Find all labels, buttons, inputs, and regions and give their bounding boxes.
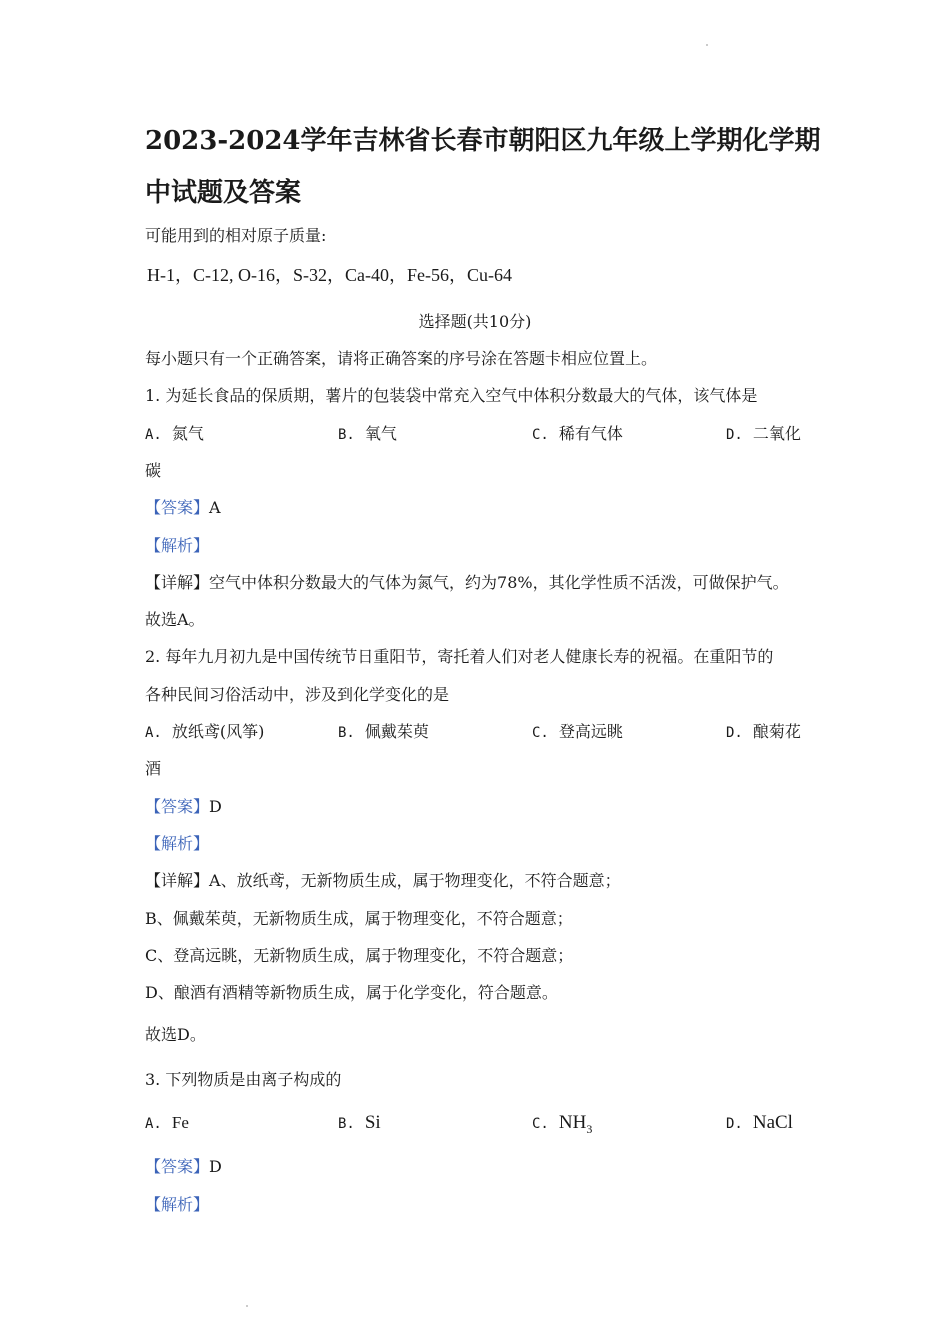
option-label: C. bbox=[532, 1116, 549, 1132]
option-text: 佩戴茱萸 bbox=[364, 722, 429, 741]
answer-tag: 【答案】 bbox=[145, 498, 210, 517]
option-label: B. bbox=[338, 725, 355, 741]
detail-tag: 【详解】 bbox=[145, 871, 210, 890]
q1-conclusion: 故选A。 bbox=[145, 610, 205, 629]
option-label: B. bbox=[338, 427, 355, 443]
option-text: 稀有气体 bbox=[558, 424, 623, 443]
q1-option-wrap: 碳 bbox=[145, 461, 162, 480]
q1-analysis bbox=[145, 536, 209, 556]
option-text: 放纸鸢(风筝) bbox=[171, 722, 265, 741]
option-label: D. bbox=[726, 725, 743, 741]
section-title: 选择题(共10分) bbox=[418, 312, 532, 331]
option-text: 酿菊花 bbox=[752, 722, 801, 741]
detail-text: A、放纸鸢，无新物质生成，属于物理变化，不符合题意； bbox=[209, 871, 621, 890]
q1-option-d bbox=[726, 424, 801, 445]
q2-stem-line1: 2. 每年九月初九是中国传统节日重阳节，寄托着人们对老人健康长寿的祝福。在重阳节的 bbox=[145, 647, 774, 666]
analysis-tag: 【解析】 bbox=[145, 834, 210, 853]
q1-answer bbox=[145, 498, 221, 518]
q2-option-b bbox=[338, 722, 429, 743]
q2-conclusion: 故选D。 bbox=[145, 1025, 206, 1044]
option-label: A. bbox=[145, 427, 162, 443]
analysis-tag: 【解析】 bbox=[145, 1195, 210, 1214]
q2-option-a bbox=[145, 722, 264, 743]
option-label: C. bbox=[532, 427, 549, 443]
detail-tag: 【详解】 bbox=[145, 573, 210, 592]
q2-detail-line: B、佩戴茱萸，无新物质生成，属于物理变化，不符合题意； bbox=[145, 909, 573, 928]
option-text: 氧气 bbox=[364, 424, 397, 443]
option-text: NaCl bbox=[752, 1112, 793, 1133]
page-title: 2023-2024学年吉林省长春市朝阳区九年级上学期化学期中试题及答案 bbox=[145, 126, 821, 208]
q1-option-a bbox=[145, 424, 204, 445]
atomic-mass-intro: 可能用到的相对原子质量: bbox=[145, 226, 327, 245]
option-text: Fe bbox=[171, 1113, 189, 1132]
option-label: D. bbox=[726, 1116, 743, 1132]
option-label: D. bbox=[726, 427, 743, 443]
q2-detail-line: C、登高远眺，无新物质生成，属于物理变化，不符合题意； bbox=[145, 946, 574, 965]
formula-base: NH bbox=[558, 1112, 587, 1133]
analysis-tag: 【解析】 bbox=[145, 536, 210, 555]
q2-answer bbox=[145, 797, 222, 817]
q2-detail-line: D、酿酒有酒精等新物质生成，属于化学变化，符合题意。 bbox=[145, 983, 558, 1002]
formula-subscript: 3 bbox=[586, 1121, 593, 1136]
atomic-masses: H-1，C-12, O-16，S-32，Ca-40，Fe-56，Cu-64 bbox=[147, 265, 512, 285]
q3-option-c bbox=[532, 1113, 592, 1139]
q1-stem: 1. 为延长食品的保质期，薯片的包装袋中常充入空气中体积分数最大的气体，该气体是 bbox=[145, 386, 758, 405]
answer-tag: 【答案】 bbox=[145, 797, 210, 816]
scan-dot bbox=[246, 1305, 248, 1307]
option-text: Si bbox=[364, 1112, 381, 1133]
option-text: 登高远眺 bbox=[558, 722, 623, 741]
q2-detail bbox=[145, 871, 621, 891]
q2-stem-line2: 各种民间习俗活动中，涉及到化学变化的是 bbox=[145, 685, 450, 704]
q1-detail bbox=[145, 573, 789, 593]
q1-option-c bbox=[532, 424, 623, 445]
instruction-text: 每小题只有一个正确答案，请将正确答案的序号涂在答题卡相应位置上。 bbox=[145, 349, 658, 368]
option-text: 二氧化 bbox=[752, 424, 801, 443]
answer-value: A bbox=[209, 498, 221, 517]
q3-option-d bbox=[726, 1113, 793, 1134]
option-text: 氮气 bbox=[171, 424, 204, 443]
q3-stem: 3. 下列物质是由离子构成的 bbox=[145, 1070, 342, 1089]
q2-option-c bbox=[532, 722, 623, 743]
answer-tag: 【答案】 bbox=[145, 1157, 210, 1176]
q3-option-a bbox=[145, 1113, 189, 1134]
answer-value: D bbox=[209, 1157, 222, 1176]
q2-option-wrap: 酒 bbox=[145, 759, 162, 778]
scan-dot bbox=[706, 44, 708, 46]
q3-analysis bbox=[145, 1195, 209, 1215]
option-label: A. bbox=[145, 1116, 162, 1132]
option-text bbox=[558, 1112, 593, 1136]
answer-value: D bbox=[209, 797, 222, 816]
option-label: C. bbox=[532, 725, 549, 741]
option-label: B. bbox=[338, 1116, 355, 1132]
option-label: A. bbox=[145, 725, 162, 741]
q2-option-d bbox=[726, 722, 801, 743]
q2-analysis bbox=[145, 834, 209, 854]
detail-text: 空气中体积分数最大的气体为氮气，约为78%，其化学性质不活泼，可做保护气。 bbox=[209, 573, 789, 592]
q3-answer bbox=[145, 1157, 222, 1177]
q1-option-b bbox=[338, 424, 397, 445]
q3-option-b bbox=[338, 1113, 381, 1134]
